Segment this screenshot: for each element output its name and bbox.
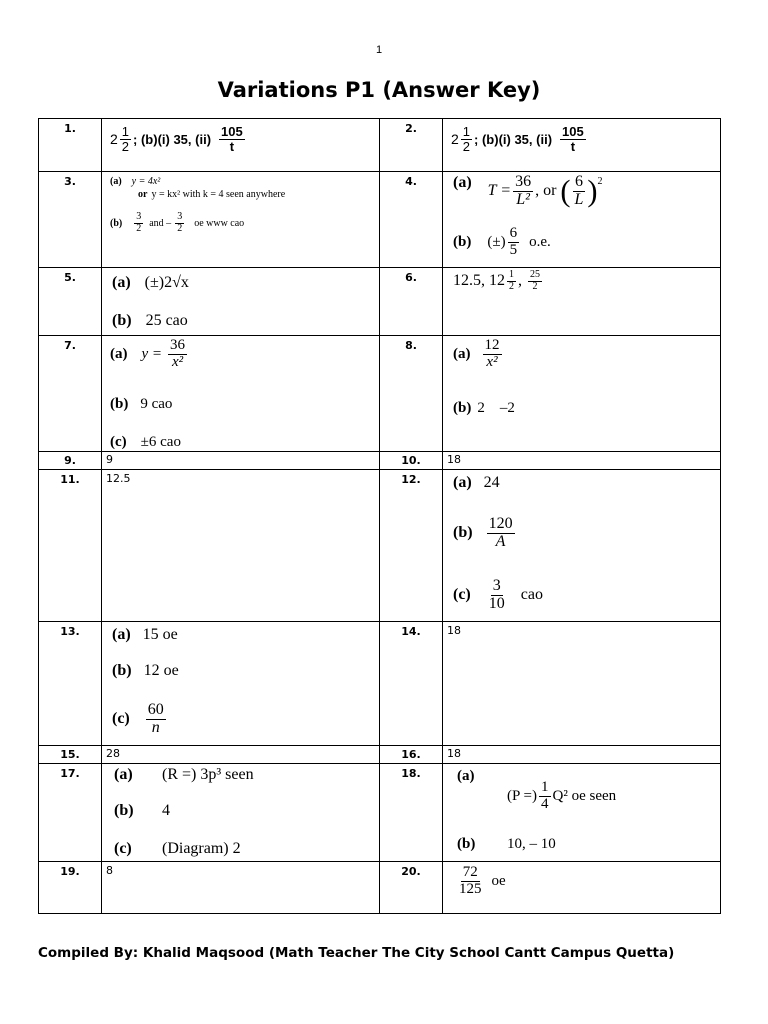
answer-3a: [110, 176, 160, 187]
question-number: 17.: [39, 764, 102, 862]
answer-14: [443, 622, 721, 746]
answer-text: o.e.: [529, 233, 551, 250]
answer-17a: [114, 766, 254, 784]
answer-text: oe: [491, 872, 506, 889]
part-label: (b): [114, 802, 134, 819]
answer-5b: [112, 312, 188, 330]
fraction: 6 5: [509, 225, 518, 258]
or-word: or: [138, 189, 148, 200]
page-number: 1: [375, 44, 383, 56]
answer-5: [102, 268, 380, 336]
answer-text: 24: [483, 474, 500, 491]
answer-text: ; (b)(i) 35, (ii): [133, 131, 212, 147]
answer-text: Q² oe seen: [552, 787, 617, 804]
answer-12: [443, 470, 721, 622]
answer-text: 10, – 10: [507, 836, 556, 852]
fraction: 105 t: [562, 124, 584, 154]
fraction: 12 x²: [484, 337, 500, 370]
part-label: (b): [457, 836, 476, 852]
answer-text: 9 cao: [140, 396, 173, 412]
answer-text: oe www cao: [194, 217, 245, 229]
answer-4b: [453, 226, 551, 259]
answer-text: 28: [106, 747, 120, 760]
answer-1: [102, 119, 380, 172]
answer-text: and –: [149, 217, 172, 229]
answer-7a: [110, 338, 189, 371]
table-row: [39, 119, 721, 172]
answer-18: [443, 764, 721, 862]
fraction: $\frac{36}{\text{L²}}$: [515, 173, 532, 208]
question-number: 1.: [39, 119, 102, 172]
answer-20-line: [455, 865, 506, 898]
answer-8b: [453, 400, 515, 417]
answer-20: [443, 862, 721, 914]
question-number: 19.: [39, 862, 102, 914]
answer-15: [102, 746, 380, 764]
question-number: 16.: [380, 746, 443, 764]
answer-text: ±6 cao: [140, 434, 181, 450]
answer-text: (±): [487, 233, 506, 250]
answer-8a: [453, 338, 504, 371]
answer-text: 8: [106, 864, 113, 877]
answer-7c: [110, 434, 181, 451]
answer-4: [443, 172, 721, 268]
part-label: (c): [114, 840, 132, 857]
fraction: 1 2: [509, 269, 514, 292]
footer-credit: Compiled By: Khalid Maqsood (Math Teacher The City School Cantt Campus Quetta): [38, 945, 675, 961]
answer-text: ; (b)(i) 35, (ii): [474, 131, 553, 147]
question-number: 12.: [380, 470, 443, 622]
answer-10: [443, 452, 721, 470]
answer-9: [102, 452, 380, 470]
fraction: 3 2: [177, 211, 183, 234]
fraction: 120 A: [488, 515, 513, 550]
part-label: (a): [453, 474, 472, 491]
answer-3b: [110, 212, 244, 234]
fraction: 72 125: [459, 864, 482, 897]
part-label: (a): [112, 274, 131, 291]
answer-text: (P =): [507, 787, 537, 804]
question-number: 10.: [380, 452, 443, 470]
part-label: (c): [453, 586, 471, 604]
part-label: (b): [453, 233, 472, 250]
answer-8: [443, 336, 721, 452]
whole-number: 2: [451, 131, 459, 148]
answer-text: T =: [487, 182, 512, 200]
part-label: (c): [110, 434, 127, 450]
answer-17: [102, 764, 380, 862]
question-number: 7.: [39, 336, 102, 452]
fraction: 6 L: [574, 173, 584, 208]
fraction: 105 t: [221, 124, 243, 154]
answer-text: y =: [141, 345, 163, 362]
answer-7: [102, 336, 380, 452]
question-number: 8.: [380, 336, 443, 452]
part-label: (b): [112, 662, 132, 679]
answer-text: 4: [162, 802, 170, 819]
answer-2-line: [451, 125, 588, 153]
answer-text: 12 oe: [143, 662, 179, 679]
question-number: 4.: [380, 172, 443, 268]
answer-text: , or: [535, 182, 557, 200]
question-number: 14.: [380, 622, 443, 746]
question-number: 6.: [380, 268, 443, 336]
answer-table: [38, 118, 721, 914]
part-label: (b): [112, 312, 132, 329]
answer-5a: [112, 274, 189, 292]
answer-text: (R =) 3p³ seen: [162, 766, 254, 783]
answer-text: 18: [447, 624, 461, 637]
part-label: (a): [457, 768, 475, 784]
table-row: [39, 746, 721, 764]
answer-text: y = kx² with k = 4 seen anywhere: [151, 189, 286, 200]
fraction: 3 10: [488, 577, 505, 612]
answer-text: 12.5: [106, 472, 131, 485]
answer-13c: [112, 702, 168, 737]
answer-6-line: [453, 270, 544, 292]
answer-18b: [457, 836, 556, 853]
table-row: [39, 268, 721, 336]
fraction: 60 n: [147, 701, 164, 736]
table-row: [39, 764, 721, 862]
answer-12c: [453, 578, 543, 613]
question-number: 20.: [380, 862, 443, 914]
table-row: [39, 452, 721, 470]
answer-19: [102, 862, 380, 914]
page-title: Variations P1 (Answer Key): [217, 78, 541, 102]
part-label: (b): [110, 217, 123, 229]
table-row: [39, 470, 721, 622]
answer-3: [102, 172, 380, 268]
part-label: (b): [453, 400, 472, 416]
fraction: 1 4: [541, 779, 549, 812]
question-number: 18.: [380, 764, 443, 862]
answer-text: 18: [447, 453, 461, 466]
answer-text: y = 4x²: [131, 176, 161, 187]
answer-12a: [453, 474, 500, 492]
answer-13b: [112, 662, 179, 680]
part-label: (a): [112, 626, 131, 643]
fraction: $\frac{36}{\text{x²}}$: [170, 337, 186, 370]
part-label: (b): [110, 396, 129, 412]
whole-number: 2: [110, 131, 118, 148]
answer-4a: (a) T = $\frac{36}{\text{L²}}$ , or ( 6 L ) 2: [453, 173, 603, 209]
answer-text: 15 oe: [142, 626, 178, 643]
question-number: 11.: [39, 470, 102, 622]
question-number: 3.: [39, 172, 102, 268]
answer-text: 12.5, 12: [453, 272, 505, 289]
table-row: [39, 622, 721, 746]
fraction: 3 2: [136, 211, 142, 234]
fraction: 1 2: [462, 124, 471, 154]
answer-7b: [110, 396, 172, 413]
answer-17b: [114, 802, 170, 820]
question-number: 13.: [39, 622, 102, 746]
fraction: 1 2: [121, 124, 130, 154]
answer-12b: [453, 516, 517, 551]
answer-2: [443, 119, 721, 172]
part-label: (a): [453, 345, 471, 362]
answer-11: [102, 470, 380, 622]
answer-text: 18: [447, 747, 461, 760]
answer-text: cao: [520, 586, 543, 604]
part-label: (b): [453, 524, 473, 542]
part-label: (c): [112, 710, 130, 728]
question-number: 5.: [39, 268, 102, 336]
answer-text: 9: [106, 453, 113, 466]
answer-13: [102, 622, 380, 746]
answer-13a: [112, 626, 178, 644]
part-label: (a): [110, 176, 122, 187]
answer-text: 25 cao: [145, 312, 188, 329]
question-number: 15.: [39, 746, 102, 764]
question-number: 2.: [380, 119, 443, 172]
answer-text: 2 –2: [477, 400, 515, 416]
exponent: 2: [597, 176, 603, 187]
part-label: (a): [114, 766, 133, 783]
answer-17c: [114, 840, 241, 858]
table-row: [39, 172, 721, 268]
answer-1-line: [110, 125, 247, 153]
answer-18a: [457, 768, 616, 813]
answer-text: (±)2√x: [144, 274, 189, 291]
separator: ,: [518, 272, 522, 289]
table-row: [39, 336, 721, 452]
part-label: (a): [110, 345, 128, 362]
fraction: 25 2: [530, 269, 540, 292]
answer-6: [443, 268, 721, 336]
part-label: (a): [453, 174, 472, 191]
table-row: [39, 862, 721, 914]
answer-text: (Diagram) 2: [162, 840, 241, 857]
answer-16: [443, 746, 721, 764]
answer-3a-or: [138, 189, 285, 200]
question-number: 9.: [39, 452, 102, 470]
